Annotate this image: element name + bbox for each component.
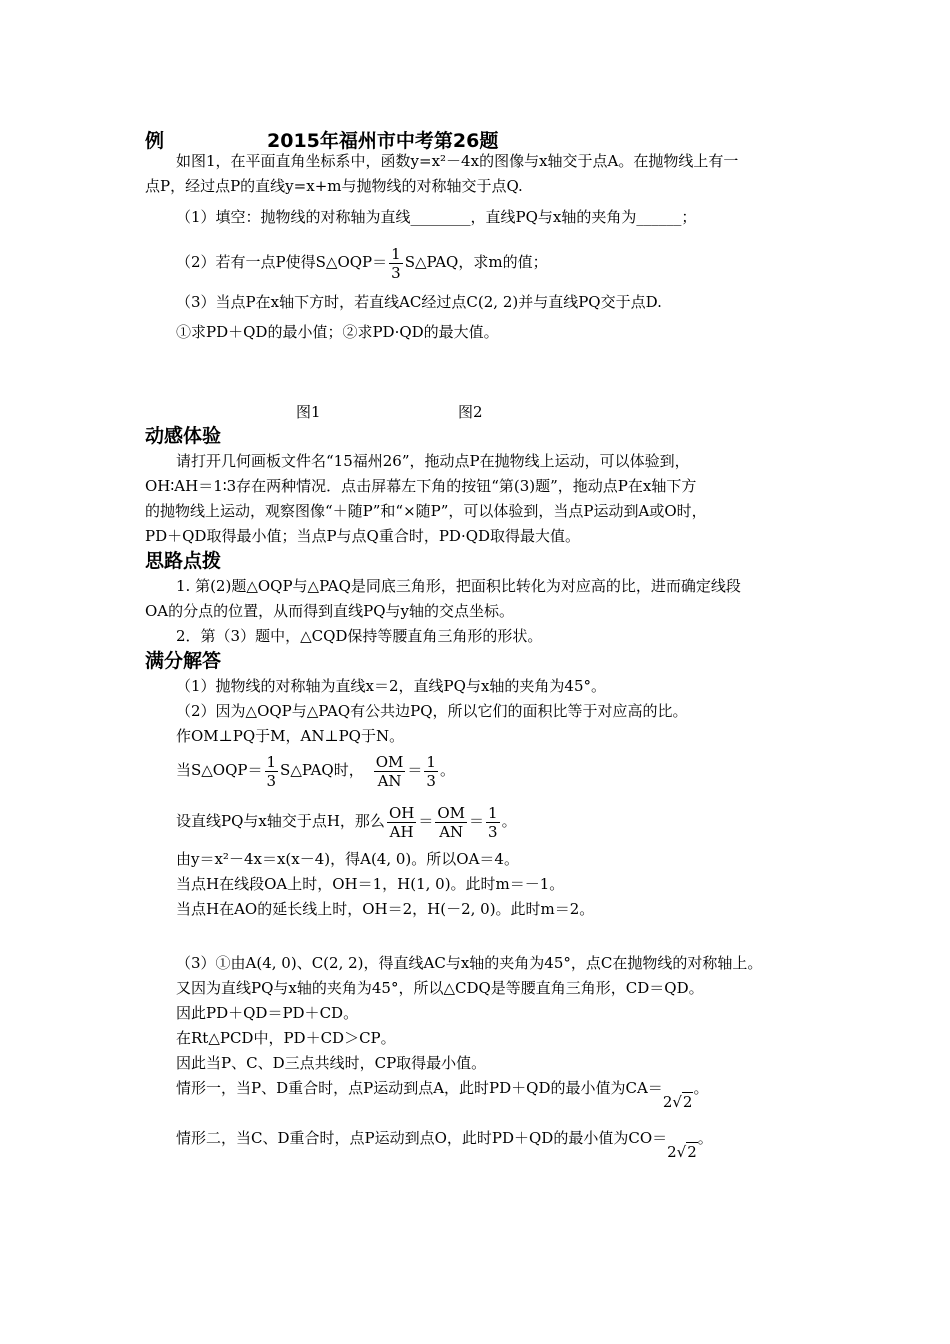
answer-3: 作OM⊥PQ于M，AN⊥PQ于N。 <box>176 727 405 745</box>
hint-line-3: 2．第（3）题中，△CQD保持等腰直角三角形的形状。 <box>176 627 543 645</box>
problem-line-2: 点P，经过点P的直线y=x+m与抛物线的对称轴交于点Q. <box>145 177 523 195</box>
answer-4-text-b: S△PAQ时， <box>280 761 364 779</box>
section-heading-hints: 思路点拨 <box>145 550 222 572</box>
sqrt-radicand: 2 <box>687 1143 697 1161</box>
answer-5-fraction-3 <box>486 804 500 841</box>
equals-sign: ＝ <box>407 761 423 779</box>
fraction-denominator: 3 <box>266 771 277 790</box>
hint-line-1: 1. 第(2)题△OQP与△PAQ是同底三角形，把面积比转化为对应高的比，进而确定线段 <box>176 577 741 595</box>
figure-2-caption: 图2 <box>458 403 483 421</box>
sqrt-coefficient: 2 <box>662 1093 673 1111</box>
answer-1: （1）抛物线的对称轴为直线x＝2，直线PQ与x轴的夹角为45°。 <box>176 677 606 695</box>
sqrt-expression: 2√2 <box>667 1143 697 1161</box>
sqrt-expression: 2√2 <box>662 1093 693 1111</box>
answer-7: 当点H在线段OA上时，OH＝1，H(1, 0)。此时m＝－1。 <box>176 875 565 893</box>
answer-5 <box>176 801 517 841</box>
fraction-denominator: AN <box>439 822 464 841</box>
answer-5-fraction-1 <box>387 804 416 841</box>
fraction-denominator: 3 <box>391 263 401 282</box>
answer-4-fraction-3 <box>424 753 438 790</box>
case-1-text: 情形一，当P、D重合时，点P运动到点A，此时PD＋QD的最小值为CA＝ <box>176 1079 663 1097</box>
answer-5-text-a: 设直线PQ与x轴交于点H，那么 <box>176 812 385 830</box>
period: 。 <box>439 761 455 779</box>
answer-3-line-2: 又因为直线PQ与x轴的夹角为45°，所以△CDQ是等腰直角三角形，CD＝QD。 <box>176 979 704 997</box>
question-2 <box>176 242 548 282</box>
question-1: （1）填空：抛物线的对称轴为直线________，直线PQ与x轴的夹角为______； <box>176 208 697 226</box>
question-2-fraction <box>389 245 403 282</box>
answer-3-line-4: 在Rt△PCD中，PD＋CD＞CP。 <box>176 1029 396 1047</box>
equals-sign: ＝ <box>418 812 434 830</box>
fraction-numerator: 1 <box>488 803 498 822</box>
fraction-numerator: OH <box>388 803 415 822</box>
case-2-text: 情形二，当C、D重合时，点P运动到点O，此时PD＋QD的最小值为CO＝ <box>176 1129 668 1147</box>
fraction-denominator: AN <box>377 771 402 790</box>
answer-5-fraction-2 <box>435 804 467 841</box>
answer-8: 当点H在AO的延长线上时，OH＝2，H(－2, 0)。此时m＝2。 <box>176 900 595 918</box>
equals-sign: ＝ <box>469 812 485 830</box>
question-2-text-a: （2）若有一点P使得S△OQP＝ <box>176 253 388 271</box>
problem-title <box>145 126 845 150</box>
answer-6: 由y＝x²－4x＝x(x－4)，得A(4, 0)。所以OA＝4。 <box>176 850 519 868</box>
period: 。 <box>693 1079 709 1097</box>
fraction-numerator: OM <box>375 752 404 771</box>
answer-4-fraction-1 <box>265 753 279 790</box>
hint-line-2: OA的分点的位置，从而得到直线PQ与y轴的交点坐标。 <box>145 602 514 620</box>
fraction-denominator: 3 <box>426 771 436 790</box>
sqrt-radicand: 2 <box>682 1093 693 1111</box>
problem-line-1: 如图1，在平面直角坐标系中，函数y=x²－4x的图像与x轴交于点A。在抛物线上有一 <box>176 152 739 170</box>
period: 。 <box>501 812 517 830</box>
period: 。 <box>697 1129 713 1147</box>
answer-4-fraction-2 <box>374 753 406 790</box>
section-heading-answer: 满分解答 <box>145 650 222 672</box>
answer-3-line-5: 因此当P、C、D三点共线时，CP取得最小值。 <box>176 1054 487 1072</box>
fraction-denominator: AH <box>389 822 414 841</box>
answer-3-case-2 <box>176 1128 713 1161</box>
answer-3-line-1: （3）①由A(4, 0)、C(2, 2)，得直线AC与x轴的夹角为45°，点C在抛物线的对称轴上。 <box>176 954 763 972</box>
answer-3-line-3: 因此PD＋QD＝PD＋CD。 <box>176 1004 359 1022</box>
question-3-parts: ①求PD＋QD的最小值；②求PD·QD的最大值。 <box>176 323 499 341</box>
dynamic-line-2: OH∶AH＝1∶3存在两种情况．点击屏幕左下角的按钮“第(3)题”，拖动点P在x轴下方 <box>145 477 697 495</box>
fraction-denominator: 3 <box>488 822 498 841</box>
problem-heading: 2015年福州市中考第26题 <box>267 130 499 152</box>
answer-4-text-a: 当S△OQP＝ <box>176 761 263 779</box>
question-2-text-b: S△PAQ，求m的值； <box>404 253 548 271</box>
dynamic-line-3: 的抛物线上运动，观察图像“＋随P”和“×随P”，可以体验到，当点P运动到A或O时， <box>145 502 707 520</box>
fraction-numerator: 1 <box>266 752 277 771</box>
example-label: 例 <box>145 130 165 152</box>
dynamic-line-1: 请打开几何画板文件名“15福州26”，拖动点P在抛物线上运动，可以体验到， <box>176 452 690 470</box>
answer-3-case-1 <box>176 1078 709 1111</box>
answer-4 <box>176 750 455 790</box>
section-heading-dynamic: 动感体验 <box>145 425 222 447</box>
question-3: （3）当点P在x轴下方时，若直线AC经过点C(2, 2)并与直线PQ交于点D. <box>176 293 662 311</box>
dynamic-line-4: PD＋QD取得最小值；当点P与点Q重合时，PD·QD取得最大值。 <box>145 527 581 545</box>
fraction-numerator: OM <box>437 803 465 822</box>
figure-1-caption: 图1 <box>296 403 321 421</box>
sqrt-coefficient: 2 <box>667 1143 677 1161</box>
fraction-numerator: 1 <box>391 244 401 263</box>
answer-2: （2）因为△OQP与△PAQ有公共边PQ，所以它们的面积比等于对应高的比。 <box>176 702 688 720</box>
fraction-numerator: 1 <box>426 752 436 771</box>
